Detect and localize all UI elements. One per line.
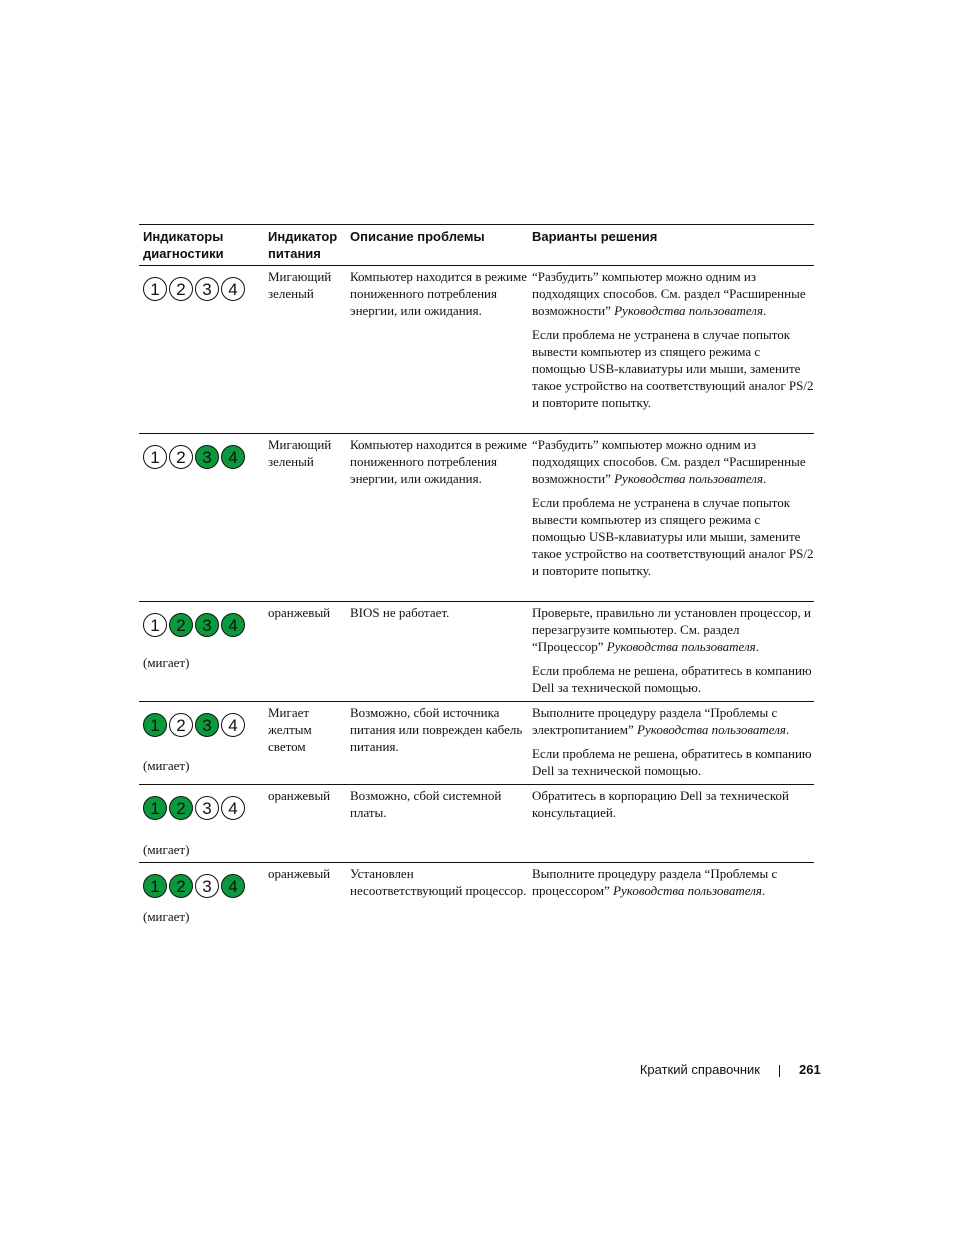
diagnostic-led-3: 3	[195, 713, 219, 737]
diagnostic-lights-cell	[139, 785, 265, 862]
diagnostic-led-group	[143, 713, 245, 737]
table-row	[139, 266, 814, 434]
page-number: 261	[799, 1062, 821, 1077]
header-solutions: Варианты решения	[532, 229, 658, 244]
table-row	[139, 434, 814, 602]
diagnostic-led-group	[143, 277, 245, 301]
solution-paragraph: Если проблема не решена, обратитесь в компанию Dell за технической помощью.	[532, 746, 812, 778]
solution-text: “Разбудить” компьютер можно одним из подходящих способов. См. раздел “Расширенные возможности”	[532, 437, 806, 486]
diagnostic-led-4: 4	[221, 445, 245, 469]
diagnostic-led-3: 3	[195, 613, 219, 637]
header-power-light: Индикатор питания	[268, 229, 338, 261]
page-footer	[0, 1062, 954, 1080]
power-light-cell: оранжевый	[268, 866, 331, 881]
diagnostic-lights-cell	[139, 266, 265, 433]
blink-note: (мигает)	[143, 758, 190, 773]
problem-description-cell: Возможно, сбой источника питания или поврежден кабель питания.	[350, 705, 523, 754]
diagnostic-led-1: 1	[143, 445, 167, 469]
problem-description-cell: BIOS не работает.	[350, 605, 450, 620]
table-row	[139, 702, 814, 785]
power-light-cell: оранжевый	[268, 788, 331, 803]
user-guide-reference: Руководства пользователя	[637, 722, 786, 737]
user-guide-reference: Руководства пользователя	[614, 471, 764, 486]
diagnostic-led-2: 2	[169, 445, 193, 469]
diagnostic-led-3: 3	[195, 796, 219, 820]
solution-text: Выполните процедуру раздела “Проблемы с электропитанием”	[532, 705, 778, 737]
solution-text: Проверьте, правильно ли установлен процессор, и перезагрузите компьютер. См. раздел “Процессор”	[532, 605, 812, 654]
diagnostic-led-4: 4	[221, 796, 245, 820]
header-problem-description: Описание проблемы	[350, 229, 485, 244]
diagnostic-lights-cell	[139, 863, 265, 933]
diagnostic-led-1: 1	[143, 713, 167, 737]
solution-cell	[529, 785, 814, 862]
diagnostic-led-2: 2	[169, 874, 193, 898]
diagnostic-led-1: 1	[143, 796, 167, 820]
diagnostic-led-3: 3	[195, 277, 219, 301]
diagnostic-led-group	[143, 613, 245, 637]
problem-description-cell: Установлен несоответствующий процессор.	[350, 866, 527, 898]
solution-text-end: .	[763, 303, 767, 318]
diagnostic-led-3: 3	[195, 874, 219, 898]
power-light-cell: Мигающий зеленый	[268, 269, 332, 301]
user-guide-reference: Руководства пользователя	[614, 303, 764, 318]
problem-description-cell: Возможно, сбой системной платы.	[350, 788, 502, 820]
table-header	[139, 224, 814, 266]
table-row	[139, 602, 814, 702]
power-light-cell: Мигает желтым светом	[268, 705, 312, 754]
diagnostic-led-1: 1	[143, 874, 167, 898]
solution-text: “Разбудить” компьютер можно одним из подходящих способов. См. раздел “Расширенные возможности”	[532, 269, 806, 318]
diagnostic-led-group	[143, 445, 245, 469]
solution-paragraph	[532, 268, 814, 319]
diagnostic-led-4: 4	[221, 713, 245, 737]
diagnostic-led-1: 1	[143, 277, 167, 301]
footer-separator	[779, 1065, 780, 1077]
solution-cell	[529, 266, 814, 433]
solution-text-end: .	[785, 722, 790, 737]
diagnostic-led-2: 2	[169, 277, 193, 301]
problem-description-cell: Компьютер находится в режиме пониженного потребления энергии, или ожидания.	[350, 269, 527, 318]
diagnostic-led-3: 3	[195, 445, 219, 469]
blink-note: (мигает)	[143, 655, 190, 670]
solution-paragraph	[532, 604, 814, 655]
blink-note: (мигает)	[143, 909, 190, 924]
solution-text: Обратитесь в корпорацию Dell за технической консультацией.	[532, 788, 789, 820]
solution-cell	[529, 434, 814, 601]
diagnostic-led-2: 2	[169, 713, 193, 737]
diagnostic-lights-cell	[139, 602, 265, 701]
solution-cell	[529, 863, 814, 933]
diagnostic-table	[139, 224, 814, 933]
blink-note: (мигает)	[143, 842, 190, 857]
user-guide-reference: Руководства пользователя	[613, 883, 762, 898]
diagnostic-led-group	[143, 874, 245, 898]
solution-text-end: .	[761, 883, 766, 898]
power-light-cell: Мигающий зеленый	[268, 437, 332, 469]
solution-paragraph	[532, 704, 814, 738]
diagnostic-led-1: 1	[143, 613, 167, 637]
solution-cell	[529, 702, 814, 784]
solution-paragraph: Если проблема не устранена в случае попыток вывести компьютер из спящего режима с помощью USB-клавиатуры или мыши, замените такое устройство на соответствующий аналог PS/2 и повторите попытку.	[532, 495, 814, 578]
header-diagnostic-lights: Индикаторы диагностики	[143, 229, 224, 261]
footer-title: Краткий справочник	[639, 1062, 760, 1077]
solution-paragraph	[532, 787, 814, 821]
diagnostic-led-group	[143, 796, 245, 820]
diagnostic-led-4: 4	[221, 613, 245, 637]
solution-cell	[529, 602, 814, 701]
diagnostic-led-2: 2	[169, 613, 193, 637]
solution-paragraph: Если проблема не решена, обратитесь в компанию Dell за технической помощью.	[532, 663, 812, 695]
solution-paragraph: Если проблема не устранена в случае попыток вывести компьютер из спящего режима с помощью USB-клавиатуры или мыши, замените такое устройство на соответствующий аналог PS/2 и повторите попытку.	[532, 327, 814, 410]
problem-description-cell: Компьютер находится в режиме пониженного потребления энергии, или ожидания.	[350, 437, 527, 486]
diagnostic-lights-cell	[139, 702, 265, 784]
solution-text-end: .	[755, 639, 759, 654]
user-guide-reference: Руководства пользователя	[606, 639, 756, 654]
diagnostic-led-4: 4	[221, 277, 245, 301]
table-row	[139, 863, 814, 933]
power-light-cell: оранжевый	[268, 605, 331, 620]
solution-paragraph	[532, 436, 814, 487]
diagnostic-led-4: 4	[221, 874, 245, 898]
table-row	[139, 785, 814, 863]
solution-text: Выполните процедуру раздела “Проблемы с процессором”	[532, 866, 778, 898]
diagnostic-lights-cell	[139, 434, 265, 601]
diagnostic-led-2: 2	[169, 796, 193, 820]
solution-paragraph	[532, 865, 814, 899]
solution-text-end: .	[763, 471, 767, 486]
